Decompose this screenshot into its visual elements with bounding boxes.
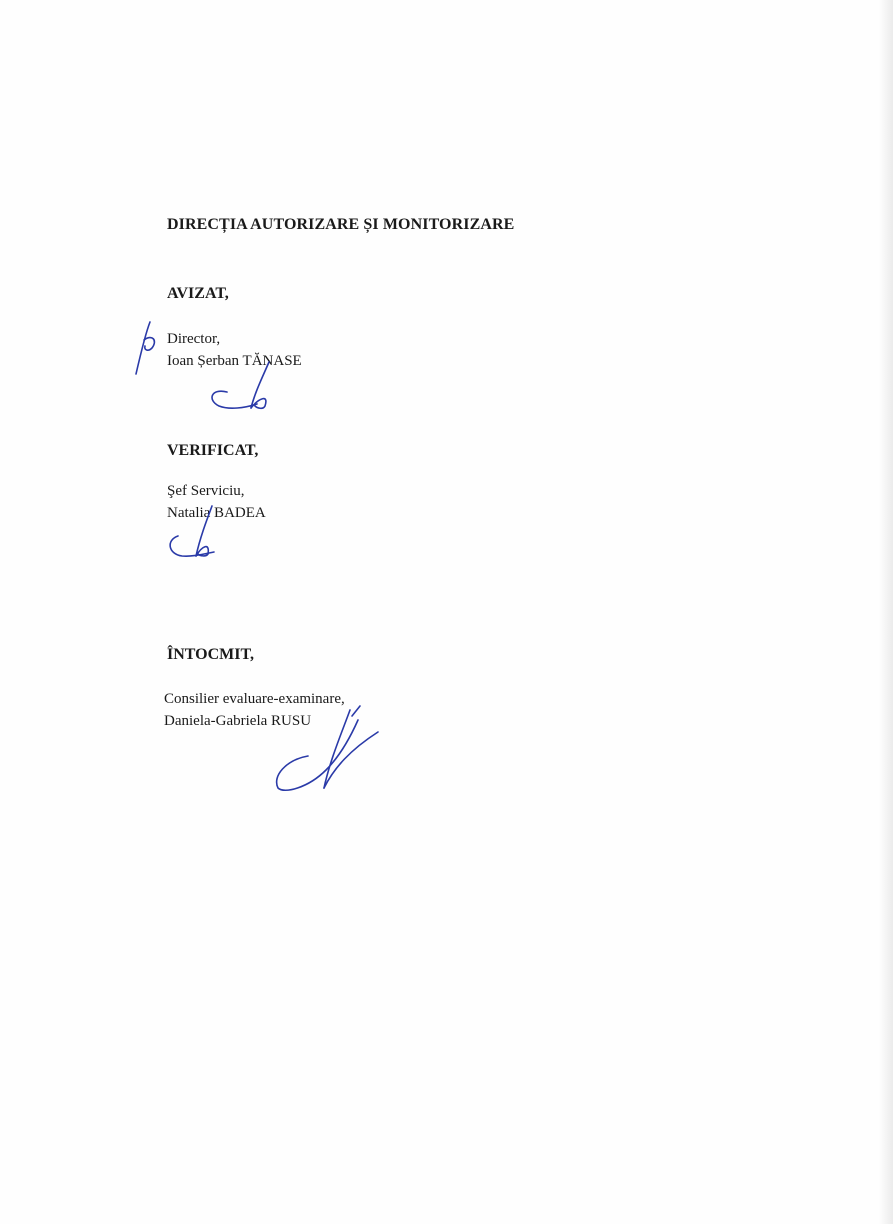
verifier-role: Şef Serviciu, bbox=[167, 483, 245, 499]
verifier-signature bbox=[164, 502, 224, 560]
director-signature bbox=[205, 358, 285, 413]
approver-role: Director, bbox=[167, 331, 221, 347]
preparer-role: Consilier evaluare-examinare, bbox=[164, 691, 345, 707]
initial-mark bbox=[132, 318, 162, 378]
approver-name: Ioan Șerban TĂNASE bbox=[167, 353, 302, 369]
verifier-name: Natalia BADEA bbox=[167, 505, 266, 521]
scan-edge-shadow bbox=[879, 0, 893, 1224]
department-heading: DIRECȚIA AUTORIZARE ȘI MONITORIZARE bbox=[167, 216, 515, 233]
prepared-section-title: ÎNTOCMIT, bbox=[167, 646, 254, 663]
preparer-signature bbox=[268, 702, 383, 794]
preparer-name: Daniela-Gabriela RUSU bbox=[164, 713, 312, 729]
verified-section-title: VERIFICAT, bbox=[167, 442, 259, 459]
approved-section-title: AVIZAT, bbox=[167, 285, 229, 302]
